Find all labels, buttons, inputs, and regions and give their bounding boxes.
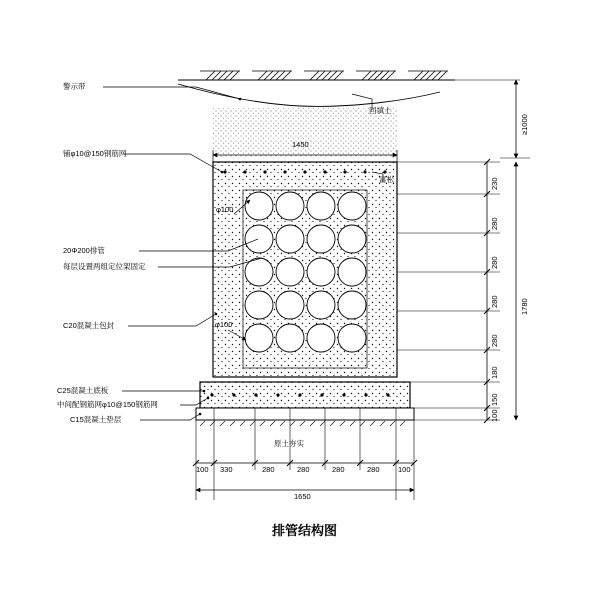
dim-right-1: 230	[490, 177, 499, 190]
dim-right-5: 280	[490, 334, 499, 347]
dim-cover-depth: ≥1000	[520, 114, 529, 135]
label-rebar-mesh: 铺φ10@150钢筋网	[63, 149, 127, 158]
dim-right-total: 1780	[520, 298, 529, 315]
dim-bottom-7: 100	[398, 465, 411, 474]
dim-top-width: 1450	[292, 140, 309, 149]
label-c20-encasement: C20混凝土包封	[63, 321, 115, 330]
dim-right-2: 280	[490, 217, 499, 230]
label-c25-base-slab: C25混凝土底板	[57, 386, 109, 395]
drawing-title: 排管结构图	[272, 523, 338, 538]
label-support-fix: 每层设置两组定位架固定	[63, 262, 146, 271]
dim-bottom-5: 280	[332, 465, 345, 474]
label-c15-cushion: C15混凝土垫层	[70, 415, 122, 424]
dim-bottom-6: 280	[367, 465, 380, 474]
label-pipe-dim-bottom: φ100	[215, 320, 233, 329]
label-pipes-count: 20Φ200排管	[63, 246, 105, 255]
label-backfill: 回填土	[369, 106, 392, 115]
dim-bottom-4: 280	[297, 465, 310, 474]
dim-bottom-3: 280	[262, 465, 275, 474]
dim-bottom-2: 330	[220, 465, 233, 474]
dim-right-8: 100	[490, 409, 499, 422]
dim-right-4: 280	[490, 295, 499, 308]
dim-right-6: 180	[490, 366, 499, 379]
label-lean-concrete: 富松	[379, 175, 394, 184]
label-pipe-dim-top: φ100	[216, 205, 234, 214]
label-warning-tape: 警示带	[63, 82, 86, 91]
dim-right-3: 280	[490, 256, 499, 269]
label-middle-rebar: 中间配钢筋网φ10@150钢筋网	[57, 400, 158, 409]
dim-bottom-total: 1650	[294, 492, 311, 501]
dim-bottom-1: 100	[196, 465, 209, 474]
label-tamped-soil: 原土夯实	[274, 439, 304, 448]
dim-right-7: 150	[490, 393, 499, 406]
